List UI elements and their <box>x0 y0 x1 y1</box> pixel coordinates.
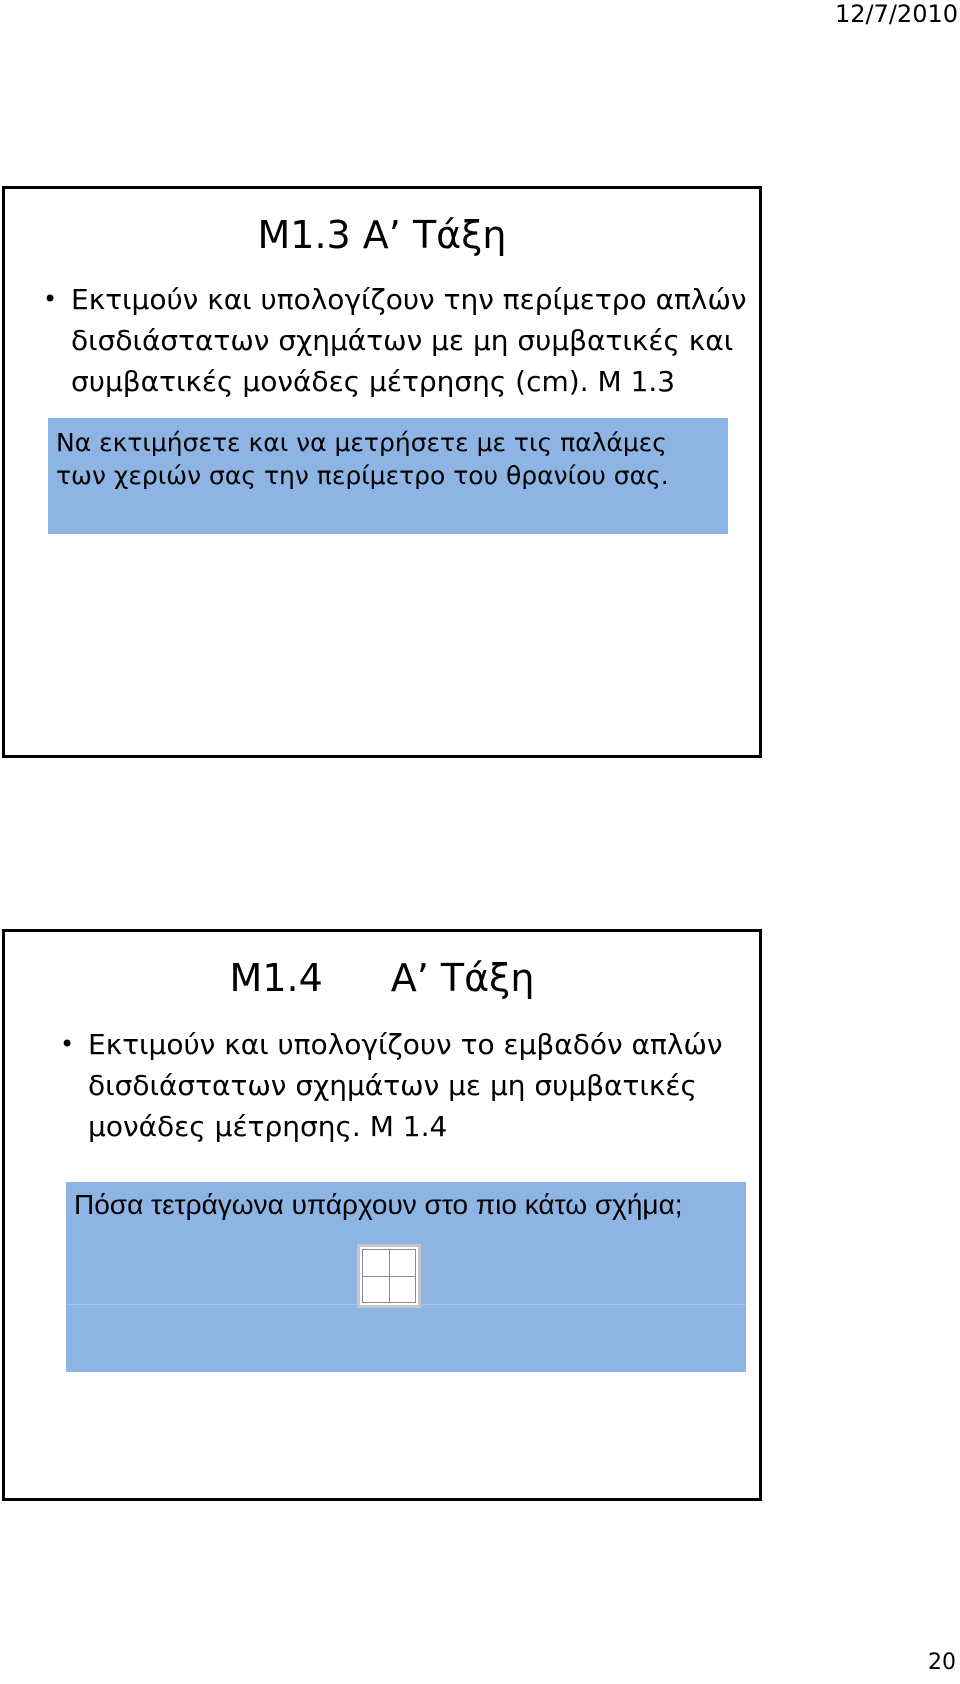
slide-m1-4 <box>2 929 762 1501</box>
bullet-dot-icon: • <box>60 1030 75 1058</box>
slide-title: M1.3 Α’ Τάξη <box>257 213 507 257</box>
grid-horizontal-line <box>363 1276 415 1277</box>
date-stamp: 12/7/2010 <box>834 0 958 28</box>
bullet-line: δισδιάστατων σχημάτων με μη συμβατικές και <box>71 324 734 357</box>
four-squares-grid-figure <box>357 1244 421 1308</box>
slide-title <box>5 956 759 1000</box>
grid-inner-frame <box>362 1249 416 1303</box>
task-box <box>48 418 728 534</box>
task-text <box>48 418 728 492</box>
bullet-line: Εκτιμούν και υπολογίζουν την περίμετρο απλών <box>71 283 747 316</box>
bullet-item <box>43 279 747 402</box>
task-box <box>66 1182 746 1372</box>
task-line: Να εκτιμήσετε και να μετρήσετε με τις παλάμες <box>56 428 667 457</box>
bullet-line: συμβατικές μονάδες μέτρησης (cm). Μ 1.3 <box>71 365 676 398</box>
bullet-dot-icon: • <box>43 285 58 313</box>
title-code: M1.4 <box>229 956 323 1000</box>
task-question: Πόσα τετράγωνα υπάρχουν στο πιο κάτω σχήμα; <box>74 1189 683 1220</box>
page-number: 20 <box>928 1650 956 1675</box>
bullet-line: Εκτιμούν και υπολογίζουν το εμβαδόν απλών <box>88 1028 723 1061</box>
bullet-item <box>60 1024 750 1147</box>
title-grade: Α’ Τάξη <box>390 956 535 1000</box>
bullet-line: μονάδες μέτρησης. Μ 1.4 <box>88 1110 448 1143</box>
task-line: των χεριών σας την περίμετρο του θρανίου σας. <box>56 461 669 490</box>
bullet-line: δισδιάστατων σχημάτων με μη συμβατικές <box>88 1069 697 1102</box>
slide-m1-3 <box>2 186 762 758</box>
